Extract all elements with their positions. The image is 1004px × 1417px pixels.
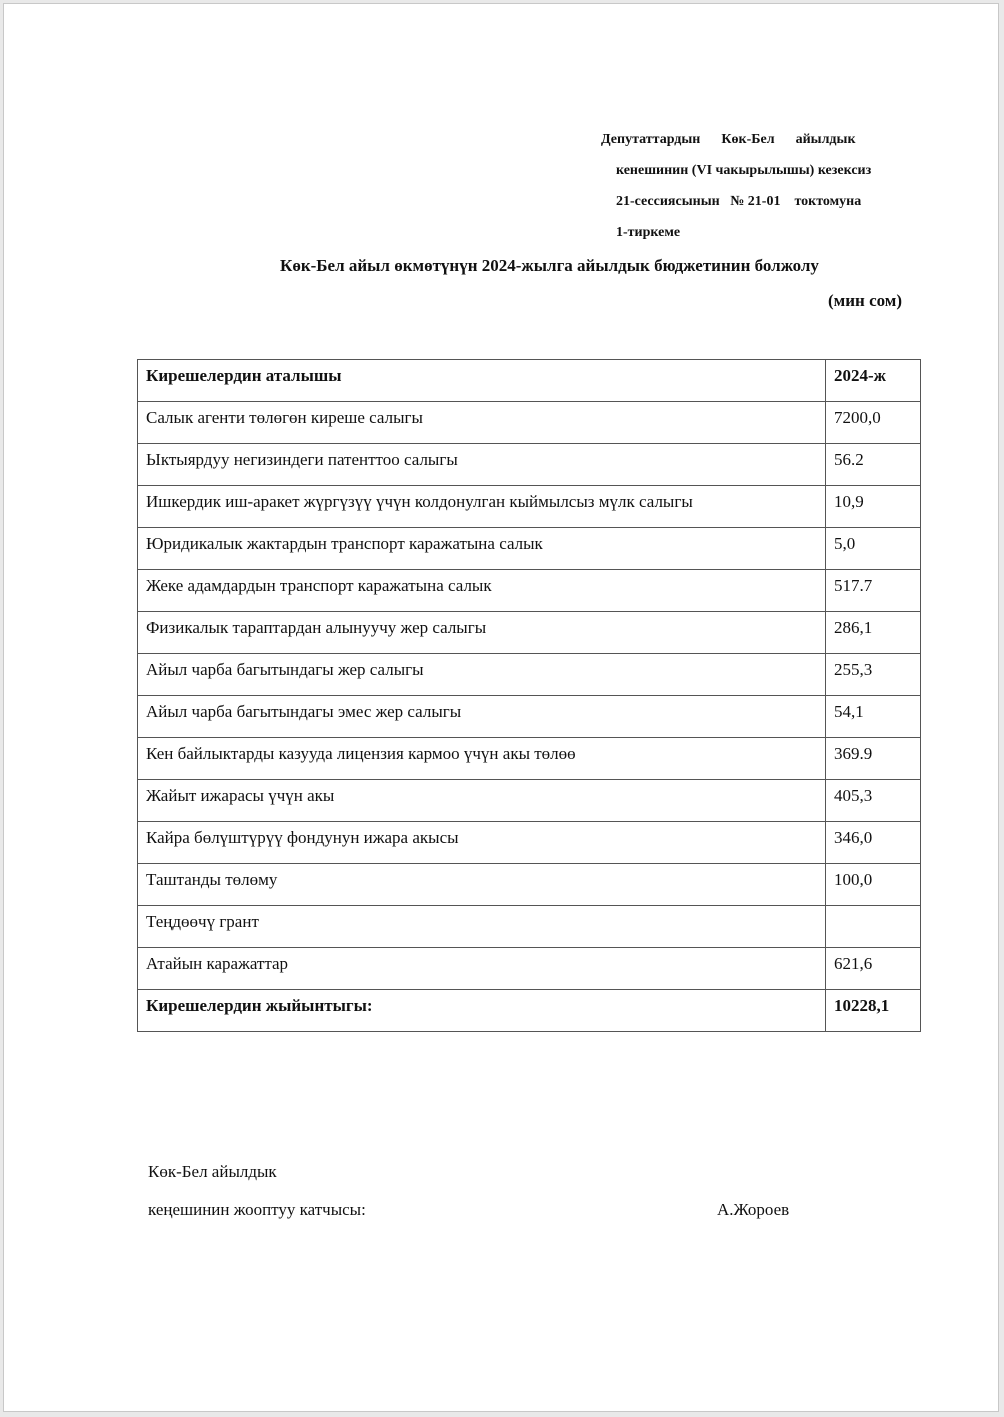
table-row (138, 612, 921, 654)
table-row (138, 444, 921, 486)
row-name: Жайыт ижарасы үчүн акы (138, 780, 826, 822)
row-value: 286,1 (826, 612, 921, 654)
header-line-2: кенешинин (VI чакырылышы) кезексиз (616, 163, 872, 178)
row-value: 100,0 (826, 864, 921, 906)
table-row (138, 570, 921, 612)
document-page (3, 3, 999, 1412)
row-value: 405,3 (826, 780, 921, 822)
header-name-cell: Кирешелердин аталышы (138, 360, 826, 402)
row-value: 621,6 (826, 948, 921, 990)
table-row (138, 402, 921, 444)
row-value: 346,0 (826, 822, 921, 864)
row-value: 54,1 (826, 696, 921, 738)
header-line-3: 21-сессиясынын № 21-01 токтомуна (616, 194, 862, 209)
row-name: Юридикалык жактардын транспорт каражатына салык (138, 528, 826, 570)
table-row (138, 696, 921, 738)
header-year-cell: 2024-ж (826, 360, 921, 402)
row-name: Теңдөөчү грант (138, 906, 826, 948)
row-name: Кен байлыктарды казууда лицензия кармоо үчүн акы төлөө (138, 738, 826, 780)
row-name: Физикалык тараптардан алынуучу жер салыгы (138, 612, 826, 654)
row-name: Жеке адамдардын транспорт каражатына салык (138, 570, 826, 612)
row-value: 5,0 (826, 528, 921, 570)
budget-table (137, 359, 921, 1032)
table-total-row (138, 990, 921, 1032)
table-row (138, 822, 921, 864)
table-row (138, 486, 921, 528)
unit-label: (мин сом) (828, 291, 903, 310)
table-row (138, 864, 921, 906)
row-name: Салык агенти төлөгөн киреше салыгы (138, 402, 826, 444)
row-name: Ыктыярдуу негизиндеги патенттоо салыгы (138, 444, 826, 486)
table-row (138, 906, 921, 948)
row-name: Таштанды төлөму (138, 864, 826, 906)
row-name: Атайын каражаттар (138, 948, 826, 990)
signature-position: кеңешинин жооптуу катчысы: (148, 1200, 366, 1219)
header-line-4: 1-тиркеме (616, 225, 681, 240)
total-value-cell: 10228,1 (826, 990, 921, 1032)
document-title: Көк-Бел айыл өкмөтүнүн 2024-жылга айылдык бюджетинин болжолу (280, 256, 819, 275)
row-value: 7200,0 (826, 402, 921, 444)
signature-name: А.Жороев (717, 1200, 790, 1219)
row-value: 255,3 (826, 654, 921, 696)
row-value: 56.2 (826, 444, 921, 486)
row-value (826, 906, 921, 948)
table-row (138, 528, 921, 570)
row-name: Ишкердик иш-аракет жүргүзүү үчүн колдонулган кыймылсыз мүлк салыгы (138, 486, 826, 528)
row-value: 517.7 (826, 570, 921, 612)
table-row (138, 948, 921, 990)
total-name-cell: Кирешелердин жыйынтыгы: (138, 990, 826, 1032)
header-line-1: Депутаттардын Көк-Бел айылдык (601, 132, 856, 147)
table-row (138, 654, 921, 696)
table-row (138, 780, 921, 822)
table-header-row (138, 360, 921, 402)
row-value: 369.9 (826, 738, 921, 780)
table-row (138, 738, 921, 780)
row-name: Айыл чарба багытындагы жер салыгы (138, 654, 826, 696)
row-name: Айыл чарба багытындагы эмес жер салыгы (138, 696, 826, 738)
row-value: 10,9 (826, 486, 921, 528)
signature-org: Көк-Бел айылдык (148, 1162, 277, 1181)
row-name: Кайра бөлүштүрүү фондунун ижара акысы (138, 822, 826, 864)
